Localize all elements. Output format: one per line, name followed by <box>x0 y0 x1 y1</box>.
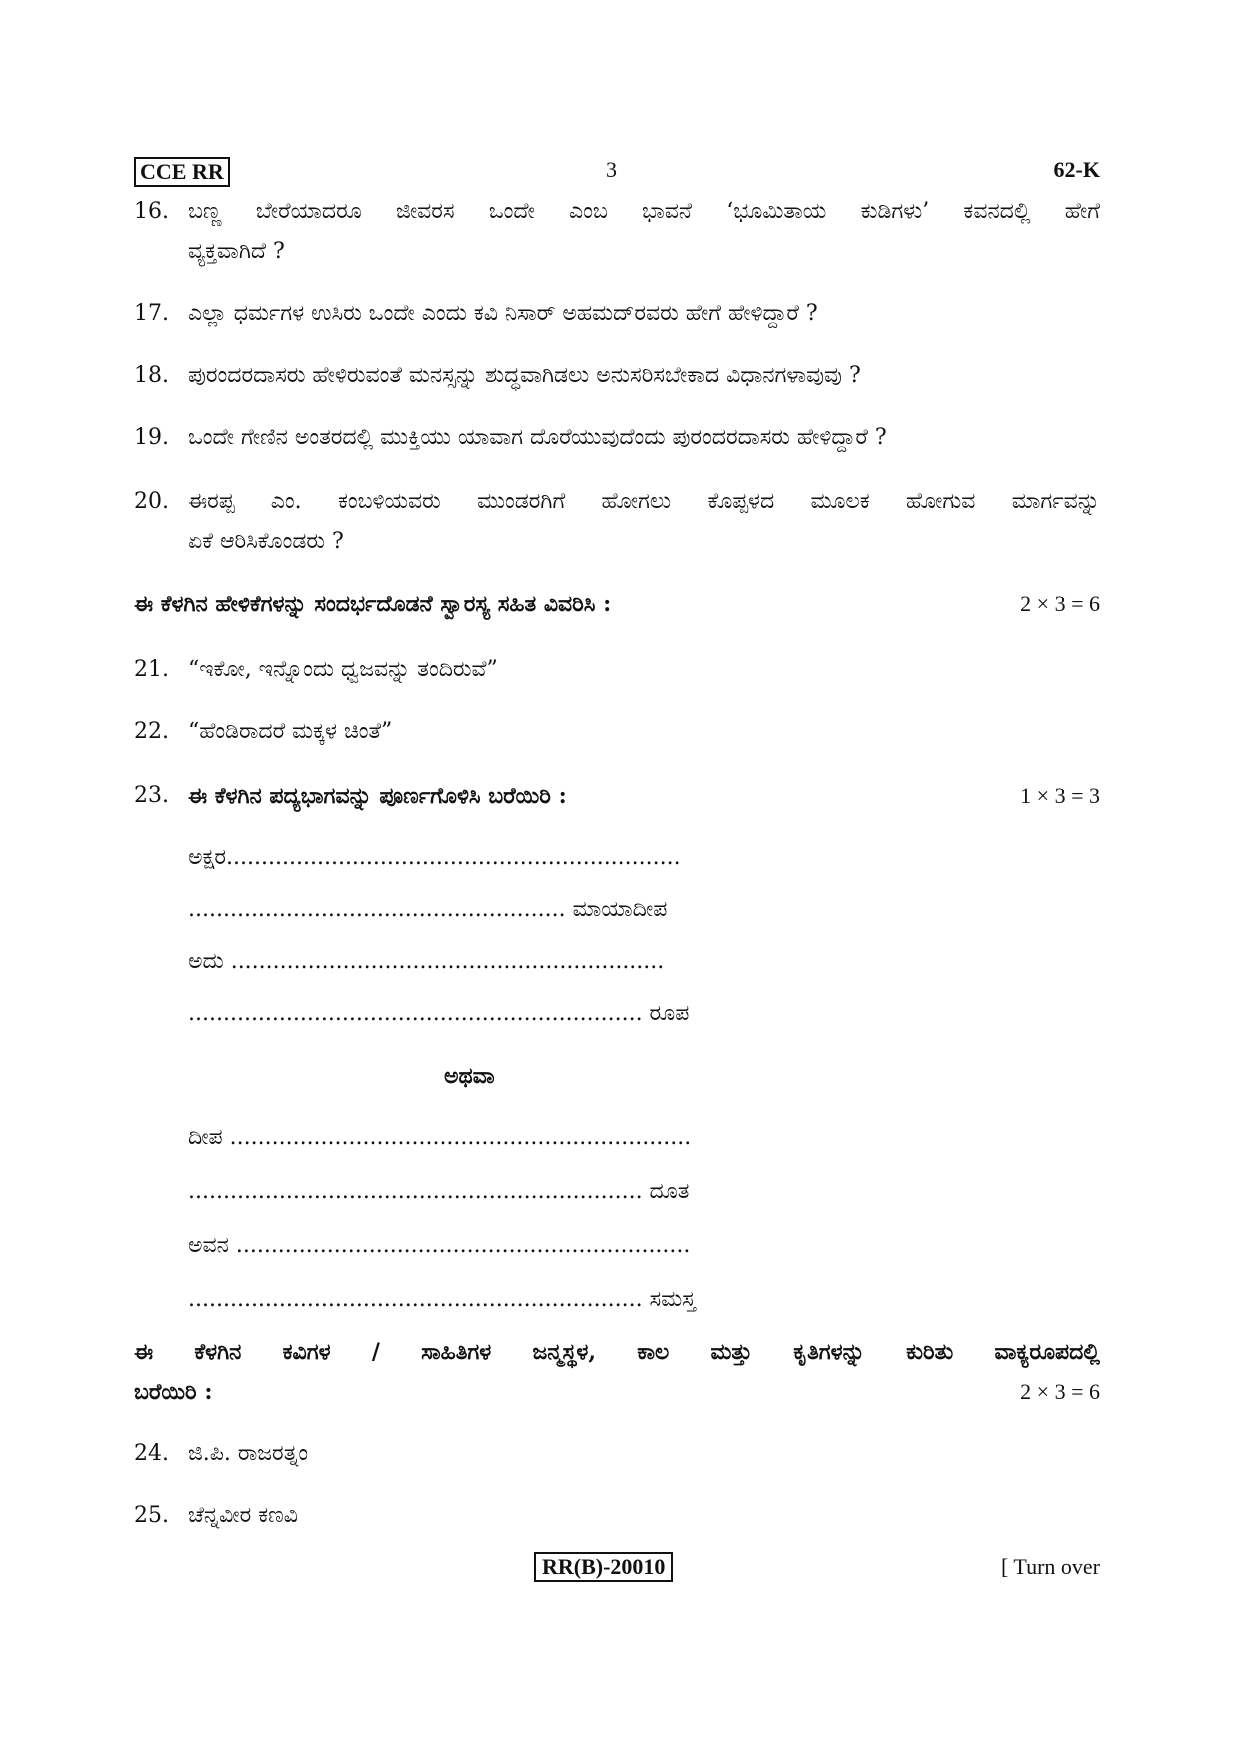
question-text: ಎಲ್ಲಾ ಧರ್ಮಗಳ ಉಸಿರು ಒಂದೇ ಎಂದು ಕವಿ ನಿಸಾರ್ ಅಹಮದ್‌ರವರು ಹೇಗೆ ಹೇಳಿದ್ದಾರೆ ? <box>188 301 818 326</box>
question-16 <box>134 192 1100 272</box>
question-22 <box>134 712 1100 752</box>
question-text: ಈರಪ್ಪ ಎಂ. ಕಂಬಳಿಯವರು ಮುಂಡರಗಿಗೆ ಹೋಗಲು ಕೊಪ್ಪಳದ ಮೂಲಕ ಹೋಗುವ ಮಾರ್ಗವನ್ನು <box>188 489 1100 514</box>
section-b-instruction: ಈ ಕೆಳಗಿನ ಹೇಳಿಕೆಗಳನ್ನು ಸಂದರ್ಭದೊಡನೆ ಸ್ವಾರಸ್ಯ ಸಹಿತ ವಿವರಿಸಿ : <box>134 591 612 617</box>
header-code-box: CCE RR <box>134 157 230 187</box>
question-text: ಬಣ್ಣ ಬೇರೆಯಾದರೂ ಜೀವರಸ ಒಂದೇ ಎಂಬ ಭಾವನೆ ‘ಭೂಮಿತಾಯ ಕುಡಿಗಳು’ ಕವನದಲ್ಲಿ ಹೇಗೆ <box>188 199 1100 224</box>
question-text-continued: ಏಕೆ ಆರಿಸಿಕೊಂಡರು ? <box>188 529 344 554</box>
question-number: 21. <box>134 657 169 682</box>
poem2-line-2: ................................................................. ದೂತ <box>188 1179 690 1204</box>
question-text: “ಇಕೋ, ಇನ್ನೊಂದು ಧ್ವಜವನ್ನು ತಂದಿರುವೆ” <box>188 657 498 682</box>
question-number: 17. <box>134 301 169 326</box>
question-18 <box>134 356 1100 396</box>
section-c-instruction: ಈ ಕೆಳಗಿನ ಕವಿಗಳ / ಸಾಹಿತಿಗಳ ಜನ್ಮಸ್ಥಳ, ಕಾಲ ಮತ್ತು ಕೃತಿಗಳನ್ನು ಕುರಿತು ವಾಕ್ಯರೂಪದಲ್ಲಿ <box>134 1339 1100 1365</box>
question-number: 25. <box>134 1503 169 1528</box>
section-b-heading <box>134 584 1100 624</box>
question-text: ಪುರಂದರದಾಸರು ಹೇಳಿರುವಂತೆ ಮನಸ್ಸನ್ನು ಶುದ್ಧವಾಗಿಡಲು ಅನುಸರಿಸಬೇಕಾದ ವಿಧಾನಗಳಾವುವು ? <box>188 363 861 388</box>
question-20 <box>134 482 1100 562</box>
page-number: 3 <box>606 157 617 182</box>
turn-over-label: [ Turn over <box>1000 1554 1100 1579</box>
poem1-line-3: ಅದು .............................................................. <box>188 949 665 974</box>
question-24 <box>134 1434 1100 1474</box>
poem1-line-2: ...................................................... ಮಾಯಾದೀಪ <box>188 897 668 922</box>
question-number: 20. <box>134 489 169 514</box>
question-text: ಒಂದೇ ಗೇಣಿನ ಅಂತರದಲ್ಲಿ ಮುಕ್ತಿಯು ಯಾವಾಗ ದೊರೆಯುವುದೆಂದು ಪುರಂದರದಾಸರು ಹೇಳಿದ್ದಾರೆ ? <box>188 425 887 450</box>
section-c-marks: 2 × 3 = 6 <box>1020 1379 1100 1404</box>
question-number: 16. <box>134 199 169 224</box>
question-number: 24. <box>134 1441 169 1466</box>
question-text: ಚೆನ್ನವೀರ ಕಣವಿ <box>188 1503 298 1528</box>
question-number: 19. <box>134 425 169 450</box>
poem2-line-4: ................................................................. ಸಮಸ್ತ <box>188 1287 696 1312</box>
poem1-line-4: ................................................................. ರೂಪ <box>188 1001 690 1026</box>
question-23-marks: 1 × 3 = 3 <box>1020 783 1100 808</box>
question-23 <box>134 776 1100 816</box>
question-23-instruction: ಈ ಕೆಳಗಿನ ಪದ್ಯಭಾಗವನ್ನು ಪೂರ್ಣಗೊಳಿಸಿ ಬರೆಯಿರಿ : <box>188 783 567 809</box>
question-number: 18. <box>134 363 169 388</box>
section-c-heading <box>134 1332 1100 1412</box>
question-text-continued: ವ್ಯಕ್ತವಾಗಿದೆ ? <box>188 239 285 264</box>
question-17 <box>134 294 1100 334</box>
footer-code-box: RR(B)-20010 <box>534 1552 673 1582</box>
poem2-line-3: ಅವನ ................................................................. <box>188 1233 691 1258</box>
question-21 <box>134 650 1100 690</box>
section-c-instruction-continued: ಬರೆಯಿರಿ : <box>134 1379 213 1405</box>
paper-code: 62-K <box>1053 157 1100 182</box>
question-25 <box>134 1496 1100 1536</box>
poem1-line-1: ಅಕ್ಷರ................................................................. <box>188 845 681 870</box>
question-19 <box>134 418 1100 458</box>
or-label: ಅಥವಾ <box>444 1063 495 1089</box>
poem2-line-1: ದೀಪ .................................................................. <box>188 1125 692 1150</box>
question-text: “ಹೆಂಡಿರಾದರೆ ಮಕ್ಕಳ ಚಿಂತೆ” <box>188 719 393 744</box>
question-number: 23. <box>134 783 169 808</box>
question-text: ಜಿ.ಪಿ. ರಾಜರತ್ನಂ <box>188 1441 309 1466</box>
section-b-marks: 2 × 3 = 6 <box>1020 591 1100 616</box>
question-number: 22. <box>134 719 169 744</box>
